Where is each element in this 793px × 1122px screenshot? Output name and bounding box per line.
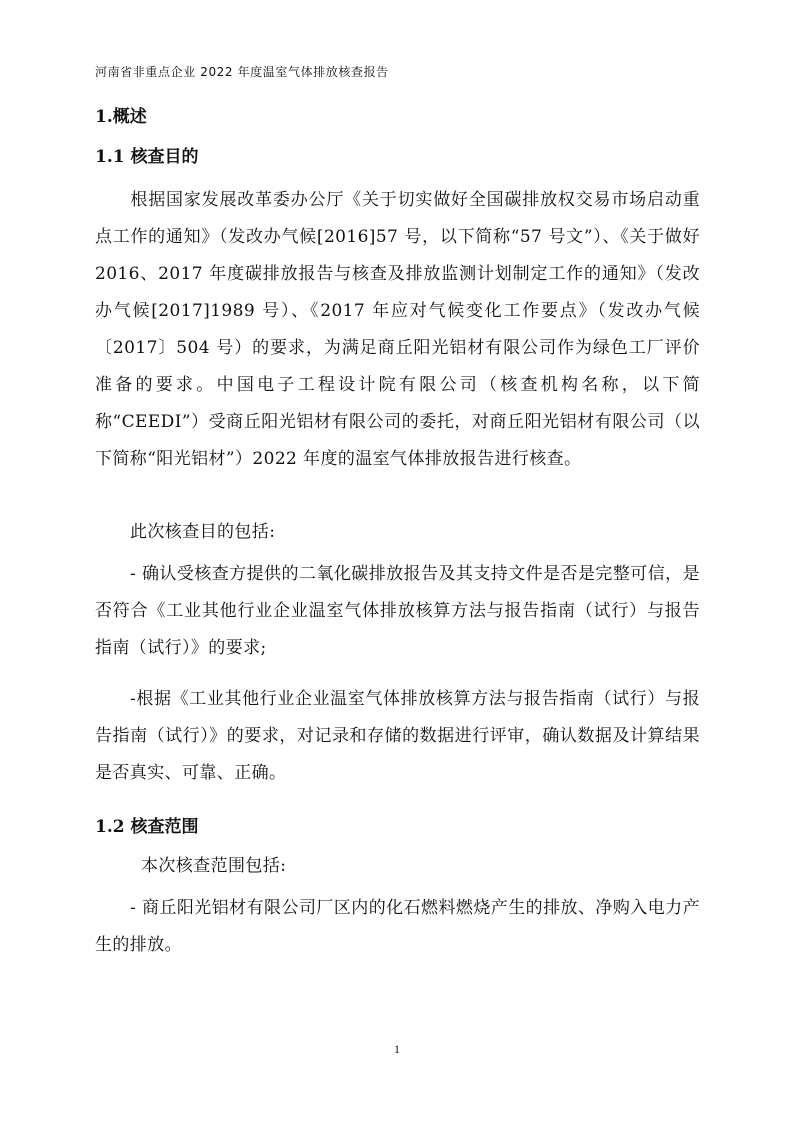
section-1-title: 1.概述 (95, 107, 147, 127)
scope-item-1-text: - 商丘阳光铝材有限公司厂区内的化石燃料燃烧产生的排放、净购入电力产生的排放。 (95, 898, 700, 955)
section-1-1-title: 1.1 核查目的 (95, 147, 199, 167)
purpose-item-1 (95, 556, 700, 667)
purpose-intro-text: 此次核查目的包括: (130, 522, 276, 542)
scope-intro (95, 848, 700, 885)
purpose-intro (95, 514, 700, 551)
purpose-paragraph-text: 根据国家发展改革委办公厅《关于切实做好全国碳排放权交易市场启动重点工作的通知》（发改办气候[2016]57 号，以下简称“57 号文”）、《关于做好 2016、2017 年度碳排放报告与核查及排放监测计划制定工作的通知》（发改办气候[2017]1989 号）、《2017 年应对气候变化工作要点》（发改办气候〔2017〕504 号）的要求，为满足商丘阳光铝材有限公司作为绿色工厂评价准备的要求。中国电子工程设计院有限公司（核查机构名称，以下简称“CEEDI”）受商丘阳光铝材有限公司的委托，对商丘阳光铝材有限公司（以下简称“阳光铝材”）2022 年度的温室气体排放报告进行核查。 (95, 190, 700, 469)
purpose-paragraph (95, 182, 700, 478)
running-header: 河南省非重点企业 2022 年度温室气体排放核查报告 (95, 65, 389, 79)
scope-item-1 (95, 890, 700, 964)
scope-intro-text: 本次核查范围包括: (141, 856, 287, 876)
page-number: 1 (394, 1042, 400, 1056)
purpose-item-1-text: - 确认受核查方提供的二氧化碳排放报告及其支持文件是否是完整可信，是否符合《工业其他行业企业温室气体排放核算方法与报告指南（试行）与报告指南（试行）》的要求; (95, 564, 700, 658)
purpose-item-2-text: -根据《工业其他行业企业温室气体排放核算方法与报告指南（试行）与报告指南（试行）》的要求，对记录和存储的数据进行评审，确认数据及计算结果是否真实、可靠、正确。 (95, 689, 700, 783)
purpose-item-2 (95, 681, 700, 792)
section-1-2-title: 1.2 核查范围 (95, 817, 199, 837)
